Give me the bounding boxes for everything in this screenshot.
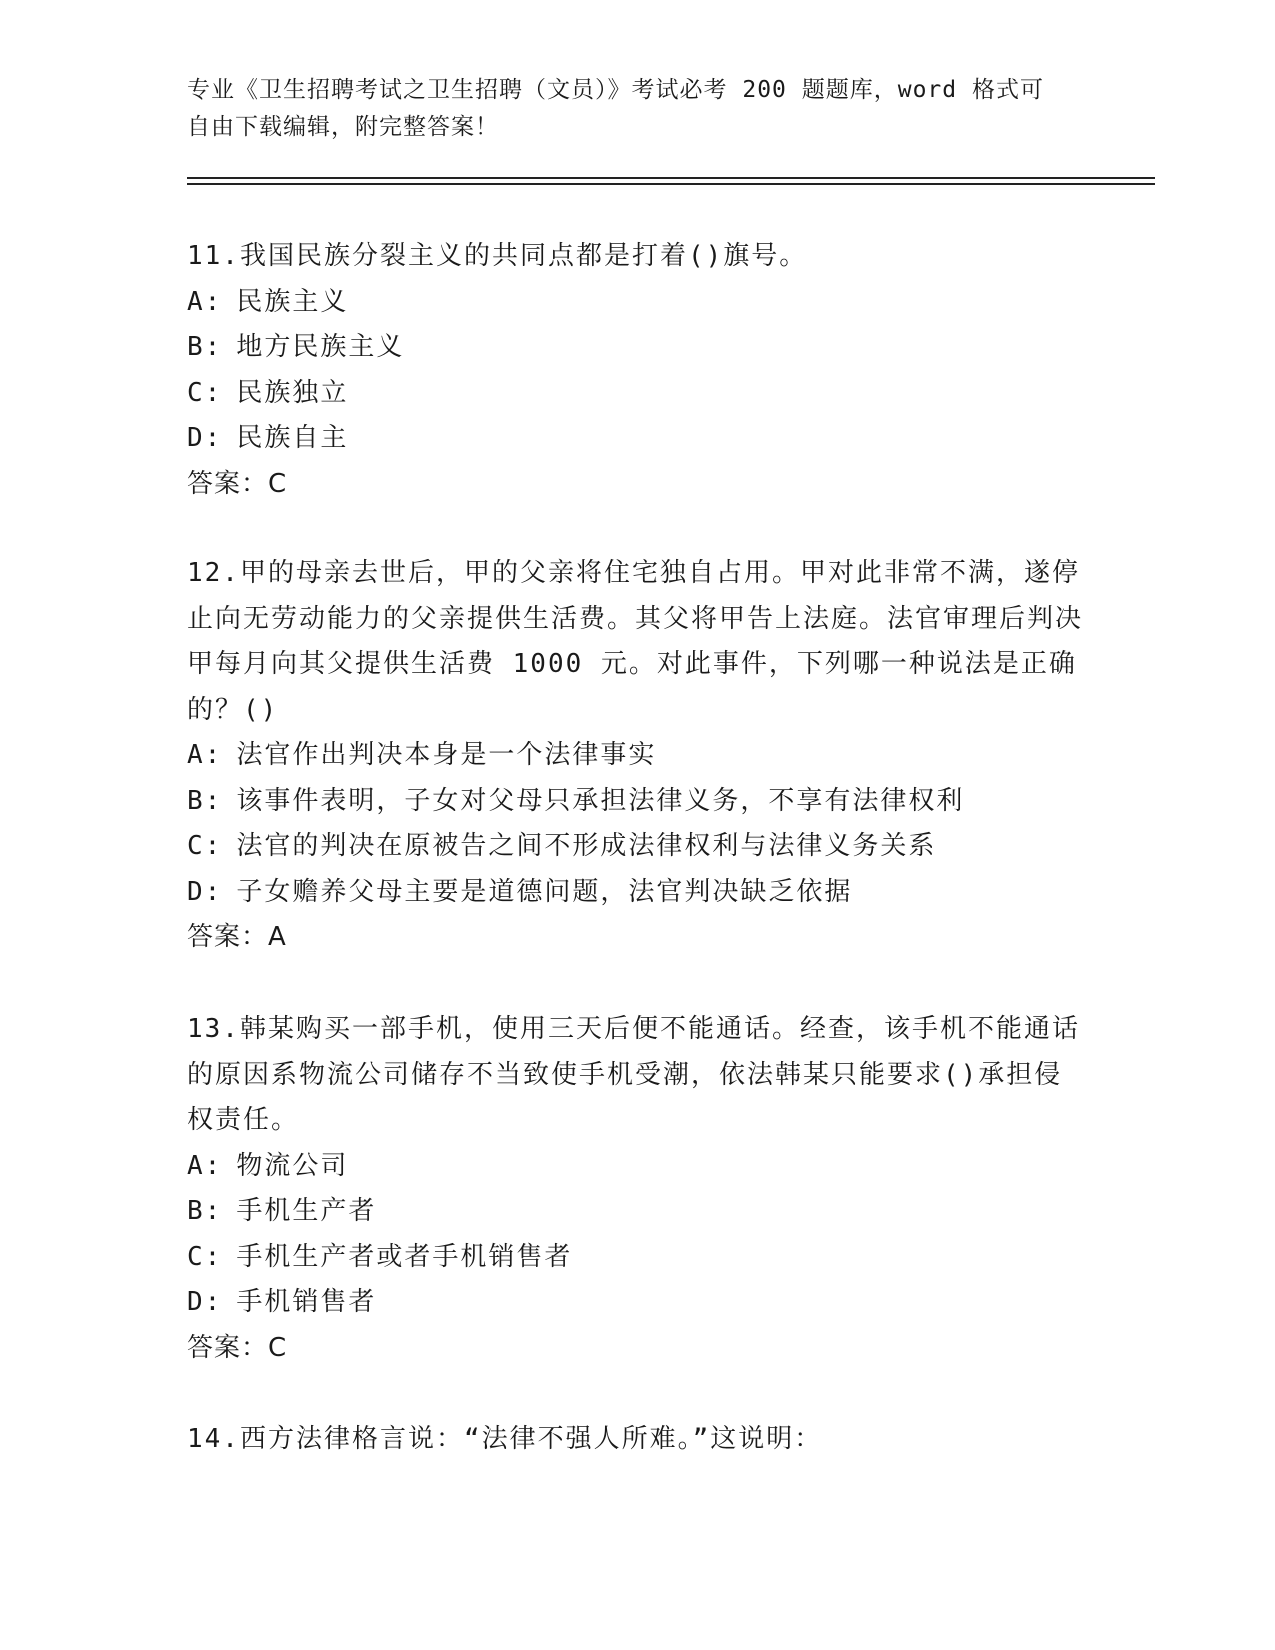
option-a [187, 1144, 1087, 1190]
answer-key: 答案：C [187, 468, 288, 499]
option-text: 手机生产者或者手机销售者 [236, 1241, 573, 1272]
question-stem: 12.甲的母亲去世后，甲的父亲将住宅独自占用。甲对此非常不满，遂停止向无劳动能力的父亲提供生活费。其父将甲告上法庭。法官审理后判决甲每月向其父提供生活费 1000 元。对此事件，下列哪一种说法是正确的？() [187, 558, 1084, 725]
option-b [187, 779, 1087, 825]
header-divider-bottom [187, 183, 1155, 185]
option-text: 地方民族主义 [236, 332, 405, 362]
question-13 [187, 1007, 1087, 1371]
question-stem: 13.韩某购买一部手机，使用三天后便不能通话。经查，该手机不能通话的原因系物流公司储存不当致使手机受潮，依法韩某只能要求()承担侵权责任。 [187, 1014, 1080, 1135]
header-divider-top [187, 177, 1155, 179]
option-b [187, 325, 1087, 371]
option-text: 民族主义 [236, 286, 349, 317]
option-text: 法官作出判决本身是一个法律事实 [236, 740, 657, 770]
option-letter: D: [187, 876, 223, 907]
option-letter: B: [187, 1196, 223, 1226]
option-letter: C: [187, 831, 223, 861]
option-d [187, 416, 1087, 462]
option-text: 物流公司 [236, 1150, 349, 1181]
question-stem: 14.西方法律格言说：“法律不强人所难。”这说明： [187, 1424, 823, 1454]
answer-key: 答案：A [187, 922, 287, 952]
option-letter: C: [187, 377, 223, 408]
option-letter: B: [187, 332, 223, 362]
option-a [187, 280, 1087, 326]
option-letter: A: [187, 740, 223, 770]
option-letter: B: [187, 785, 223, 816]
option-c [187, 371, 1087, 417]
option-text: 法官的判决在原被告之间不形成法律权利与法律义务关系 [236, 831, 937, 861]
option-text: 子女赡养父母主要是道德问题，法官判决缺乏依据 [236, 876, 853, 907]
option-c [187, 1235, 1087, 1281]
question-11 [187, 234, 1087, 507]
option-letter: D: [187, 423, 223, 453]
option-d [187, 870, 1087, 916]
option-text: 手机生产者 [236, 1196, 377, 1226]
option-text: 该事件表明，子女对父母只承担法律义务，不享有法律权利 [236, 785, 965, 816]
question-12 [187, 551, 1087, 961]
option-a [187, 733, 1087, 779]
option-letter: A: [187, 286, 223, 317]
question-stem: 11.我国民族分裂主义的共同点都是打着()旗号。 [187, 241, 808, 271]
answer-key: 答案：C [187, 1332, 288, 1363]
option-letter: D: [187, 1287, 223, 1317]
document-intro: 专业《卫生招聘考试之卫生招聘（文员）》考试必考 200 题题库，word 格式可自由下载编辑，附完整答案！ [187, 77, 1044, 140]
question-14 [187, 1417, 1087, 1463]
option-text: 民族独立 [236, 377, 349, 408]
option-b [187, 1189, 1087, 1235]
option-text: 民族自主 [236, 423, 349, 453]
option-letter: C: [187, 1241, 223, 1272]
option-letter: A: [187, 1150, 223, 1181]
option-c [187, 824, 1087, 870]
option-text: 手机销售者 [236, 1287, 377, 1317]
option-d [187, 1280, 1087, 1326]
